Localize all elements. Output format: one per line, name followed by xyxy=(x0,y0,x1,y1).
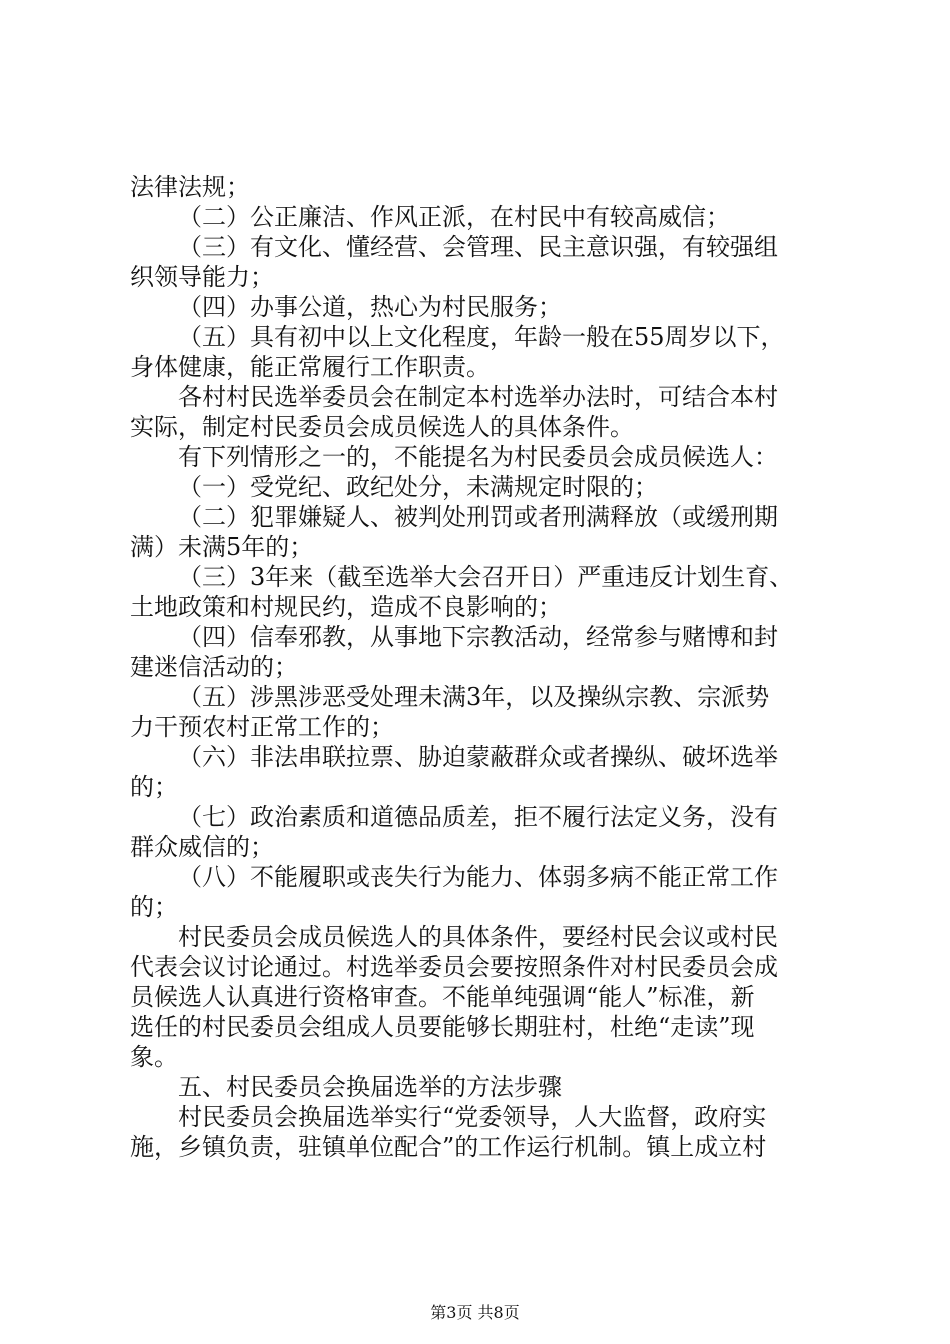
text-line: 土地政策和村规民约，造成不良影响的； xyxy=(130,593,562,621)
text-line: （四）信奉邪教，从事地下宗教活动，经常参与赌博和封 xyxy=(178,623,778,651)
text-line: （一）受党纪、政纪处分，未满规定时限的； xyxy=(178,473,658,501)
text-line: 身体健康，能正常履行工作职责。 xyxy=(130,353,490,381)
text-line: （八）不能履职或丧失行为能力、体弱多病不能正常工作 xyxy=(178,863,778,891)
text-line: （三）有文化、懂经营、会管理、民主意识强，有较强组 xyxy=(178,233,778,261)
page-footer: 第3页 共8页 xyxy=(430,1303,520,1322)
text-line: 法律法规； xyxy=(130,173,250,201)
text-line: 有下列情形之一的，不能提名为村民委员会成员候选人： xyxy=(178,443,778,471)
text-line: 五、村民委员会换届选举的方法步骤 xyxy=(178,1073,562,1101)
text-line: 代表会议讨论通过。村选举委员会要按照条件对村民委员会成 xyxy=(130,953,778,981)
text-line: （四）办事公道，热心为村民服务； xyxy=(178,293,562,321)
text-line: （六）非法串联拉票、胁迫蒙蔽群众或者操纵、破坏选举 xyxy=(178,743,778,771)
text-line: 施，乡镇负责，驻镇单位配合”的工作运行机制。镇上成立村 xyxy=(130,1133,767,1161)
text-line: （二）公正廉洁、作风正派，在村民中有较高威信； xyxy=(178,203,730,231)
text-line: 实际，制定村民委员会成员候选人的具体条件。 xyxy=(130,413,634,441)
text-line: 群众威信的； xyxy=(130,833,274,861)
text-line: 建迷信活动的； xyxy=(130,653,298,681)
text-line: 象。 xyxy=(130,1043,178,1071)
text-line: （七）政治素质和道德品质差，拒不履行法定义务，没有 xyxy=(178,803,778,831)
text-line: 的； xyxy=(130,773,178,801)
text-line: （三）3年来（截至选举大会召开日）严重违反计划生育、 xyxy=(178,563,794,591)
text-line: （五）涉黑涉恶受处理未满3年，以及操纵宗教、宗派势 xyxy=(178,683,770,711)
text-line: 各村村民选举委员会在制定本村选举办法时，可结合本村 xyxy=(178,383,778,411)
text-line: 村民委员会成员候选人的具体条件，要经村民会议或村民 xyxy=(178,923,778,951)
text-line: 村民委员会换届选举实行“党委领导，人大监督，政府实 xyxy=(178,1103,767,1131)
text-line: 选任的村民委员会组成人员要能够长期驻村，杜绝“走读”现 xyxy=(130,1013,755,1041)
text-line: （五）具有初中以上文化程度，年龄一般在55周岁以下， xyxy=(178,323,785,351)
text-line: 员候选人认真进行资格审查。不能单纯强调“能人”标准，新 xyxy=(130,983,755,1011)
text-line: 织领导能力； xyxy=(130,263,274,291)
text-line: 的； xyxy=(130,893,178,921)
document-body xyxy=(130,172,830,1162)
text-line: （二）犯罪嫌疑人、被判处刑罚或者刑满释放（或缓刑期 xyxy=(178,503,778,531)
text-line: 力干预农村正常工作的； xyxy=(130,713,394,741)
text-line: 满）未满5年的； xyxy=(130,533,314,561)
